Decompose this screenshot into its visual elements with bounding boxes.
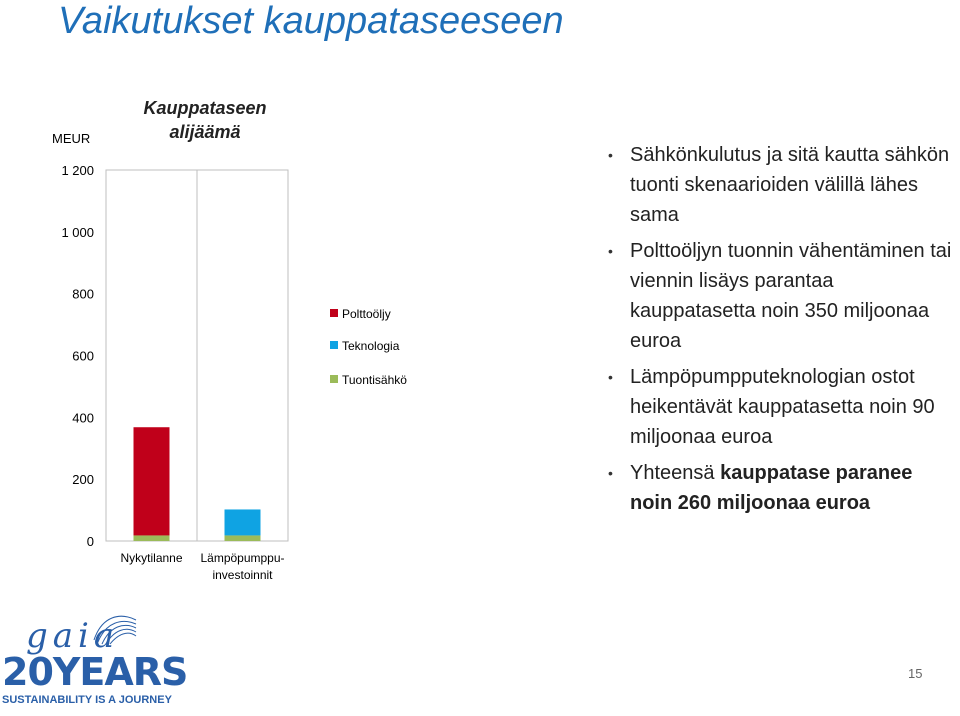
x-tick-label: Nykytilanne — [120, 551, 183, 565]
bullet-item — [608, 362, 958, 452]
x-tick-label: investoinnit — [212, 568, 273, 582]
bar-polttoöljy — [134, 427, 170, 535]
legend-label: Teknologia — [342, 339, 400, 353]
bar-teknologia — [225, 509, 261, 535]
logo-tagline: SUSTAINABILITY IS A JOURNEY — [2, 694, 172, 706]
y-tick-label: 0 — [86, 534, 94, 549]
bullet-text: Polttoöljyn tuonnin vähentäminen tai viennin lisäys parantaa kauppatasetta noin 350 miljoonaa euroa — [630, 240, 952, 352]
logo-brand: gaia — [26, 616, 120, 656]
bar-chart — [0, 0, 430, 600]
y-tick-label: 800 — [72, 286, 94, 302]
logo-years: 20YEARS — [2, 650, 188, 694]
chart-title-line1: Kauppataseen — [143, 98, 267, 118]
unit-label: MEUR — [52, 131, 91, 146]
slide-title: Vaikutukset kauppataseeseen — [58, 0, 564, 42]
bar-tuontisähkö — [225, 535, 261, 541]
gaia-logo — [0, 606, 188, 716]
bullet-item — [608, 140, 958, 230]
y-tick-label: 1 200 — [61, 163, 94, 178]
legend-swatch — [330, 341, 338, 349]
chart-title-line2: alijäämä — [169, 122, 241, 142]
legend-label: Tuontisähkö — [342, 373, 407, 387]
bullet-bold-text: kauppatase paranee noin 260 miljoonaa euroa — [630, 462, 913, 514]
y-tick-label: 600 — [72, 348, 94, 364]
bullet-text: Yhteensä — [630, 462, 721, 484]
legend-label: Polttoöljy — [342, 307, 391, 321]
y-tick-label: 400 — [72, 410, 94, 426]
bullet-item — [608, 236, 958, 356]
bar-tuontisähkö — [134, 535, 170, 541]
y-tick-label: 200 — [72, 472, 94, 488]
y-tick-label: 1 000 — [61, 224, 94, 240]
page-number: 15 — [908, 666, 923, 681]
bullet-text: Sähkönkulutus ja sitä kautta sähkön tuonti skenaarioiden välillä lähes sama — [630, 144, 950, 226]
bullet-list — [608, 140, 958, 524]
bullet-item — [608, 458, 958, 518]
legend-swatch — [330, 375, 338, 383]
bullet-text: Lämpöpumpputeknologian ostot heikentävät kauppatasetta noin 90 miljoonaa euroa — [630, 366, 935, 448]
x-tick-label: Lämpöpumppu- — [200, 551, 285, 565]
legend-swatch — [330, 309, 338, 317]
